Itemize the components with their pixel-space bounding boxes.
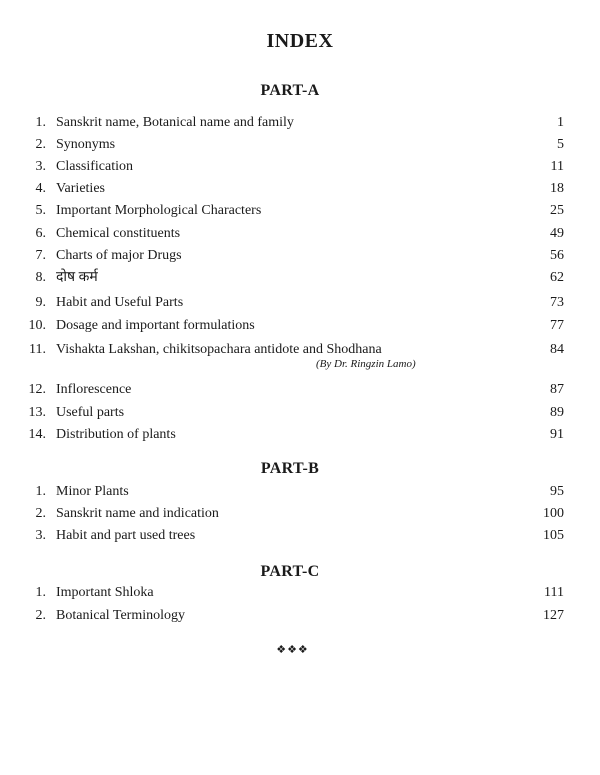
entry-page: 89 <box>550 405 564 420</box>
entry-number: 2. <box>35 608 46 623</box>
entry-title: Classification <box>56 159 133 174</box>
entry-title: Sanskrit name and indication <box>56 506 219 521</box>
index-entry <box>24 113 564 133</box>
index-entry <box>24 246 564 266</box>
entry-number: 13. <box>28 405 46 420</box>
ornament-divider: ❖❖❖ <box>276 644 309 656</box>
index-entry <box>24 135 564 155</box>
index-entry <box>24 224 564 244</box>
entry-number: 8. <box>35 270 46 285</box>
index-entry <box>24 403 564 423</box>
index-title: INDEX <box>266 30 334 52</box>
entry-page: 84 <box>550 342 564 357</box>
index-entry <box>24 316 564 336</box>
entry-number: 7. <box>35 248 46 263</box>
entry-number: 1. <box>35 115 46 130</box>
entry-page: 73 <box>550 295 564 310</box>
entry-title: Chemical constituents <box>56 226 181 241</box>
part-a-heading: PART-A <box>260 82 320 99</box>
entry-page: 105 <box>543 528 564 543</box>
part-c-heading: PART-C <box>260 563 320 580</box>
entry-page: 62 <box>550 270 564 285</box>
entry-number: 1. <box>35 484 46 499</box>
index-entry <box>24 504 564 524</box>
entry-title: Vishakta Lakshan, chikitsopachara antidote and Shodhana <box>56 342 382 357</box>
entry-number: 10. <box>28 318 46 333</box>
entry-title: Sanskrit name, Botanical name and family <box>56 115 294 130</box>
index-entry <box>24 606 564 626</box>
entry-number: 3. <box>35 159 46 174</box>
entry-title: Varieties <box>56 181 105 196</box>
entry-page: 100 <box>543 506 564 521</box>
entry-number: 6. <box>35 226 46 241</box>
entry-title: Useful parts <box>56 405 125 420</box>
entry-number: 5. <box>35 203 46 218</box>
entry-title: Important Shloka <box>56 585 154 600</box>
index-entry <box>24 340 564 360</box>
entry-page: 11 <box>550 159 564 174</box>
entry-page: 91 <box>550 427 564 442</box>
entry-attribution: (By Dr. Ringzin Lamo) <box>316 358 416 370</box>
entry-title: Botanical Terminology <box>56 608 186 623</box>
entry-number: 14. <box>28 427 46 442</box>
entry-title: Distribution of plants <box>56 427 176 442</box>
entry-title: Dosage and important formulations <box>56 318 255 333</box>
entry-title: Synonyms <box>56 137 116 152</box>
entry-title: Inflorescence <box>56 382 132 397</box>
entry-page: 111 <box>544 585 564 600</box>
entry-number: 2. <box>35 137 46 152</box>
entry-page: 95 <box>550 484 564 499</box>
entry-title: Important Morphological Characters <box>56 203 262 218</box>
entry-page: 1 <box>557 115 564 130</box>
entry-number: 12. <box>28 382 46 397</box>
entry-page: 5 <box>557 137 564 152</box>
index-entry <box>24 425 564 445</box>
entry-number: 4. <box>35 181 46 196</box>
entry-title: Habit and part used trees <box>56 528 196 543</box>
index-entry <box>24 583 564 603</box>
entry-page: 77 <box>550 318 564 333</box>
entry-title: दोष कर्म <box>56 270 98 285</box>
entry-number: 11. <box>29 342 46 357</box>
index-entry <box>24 380 564 400</box>
index-entry <box>24 482 564 502</box>
entry-number: 1. <box>35 585 46 600</box>
entry-number: 3. <box>35 528 46 543</box>
index-entry <box>24 293 564 313</box>
entry-title: Charts of major Drugs <box>56 248 182 263</box>
entry-title: Minor Plants <box>56 484 129 499</box>
index-entry <box>24 268 564 288</box>
entry-page: 49 <box>550 226 564 241</box>
entry-number: 9. <box>35 295 46 310</box>
entry-page: 18 <box>550 181 564 196</box>
part-b-heading: PART-B <box>260 460 320 477</box>
index-entry <box>24 526 564 546</box>
index-entry <box>24 179 564 199</box>
entry-page: 56 <box>550 248 564 263</box>
entry-page: 25 <box>550 203 564 218</box>
entry-number: 2. <box>35 506 46 521</box>
entry-title: Habit and Useful Parts <box>56 295 184 310</box>
entry-page: 127 <box>543 608 564 623</box>
index-entry <box>24 201 564 221</box>
entry-page: 87 <box>550 382 564 397</box>
index-entry <box>24 157 564 177</box>
